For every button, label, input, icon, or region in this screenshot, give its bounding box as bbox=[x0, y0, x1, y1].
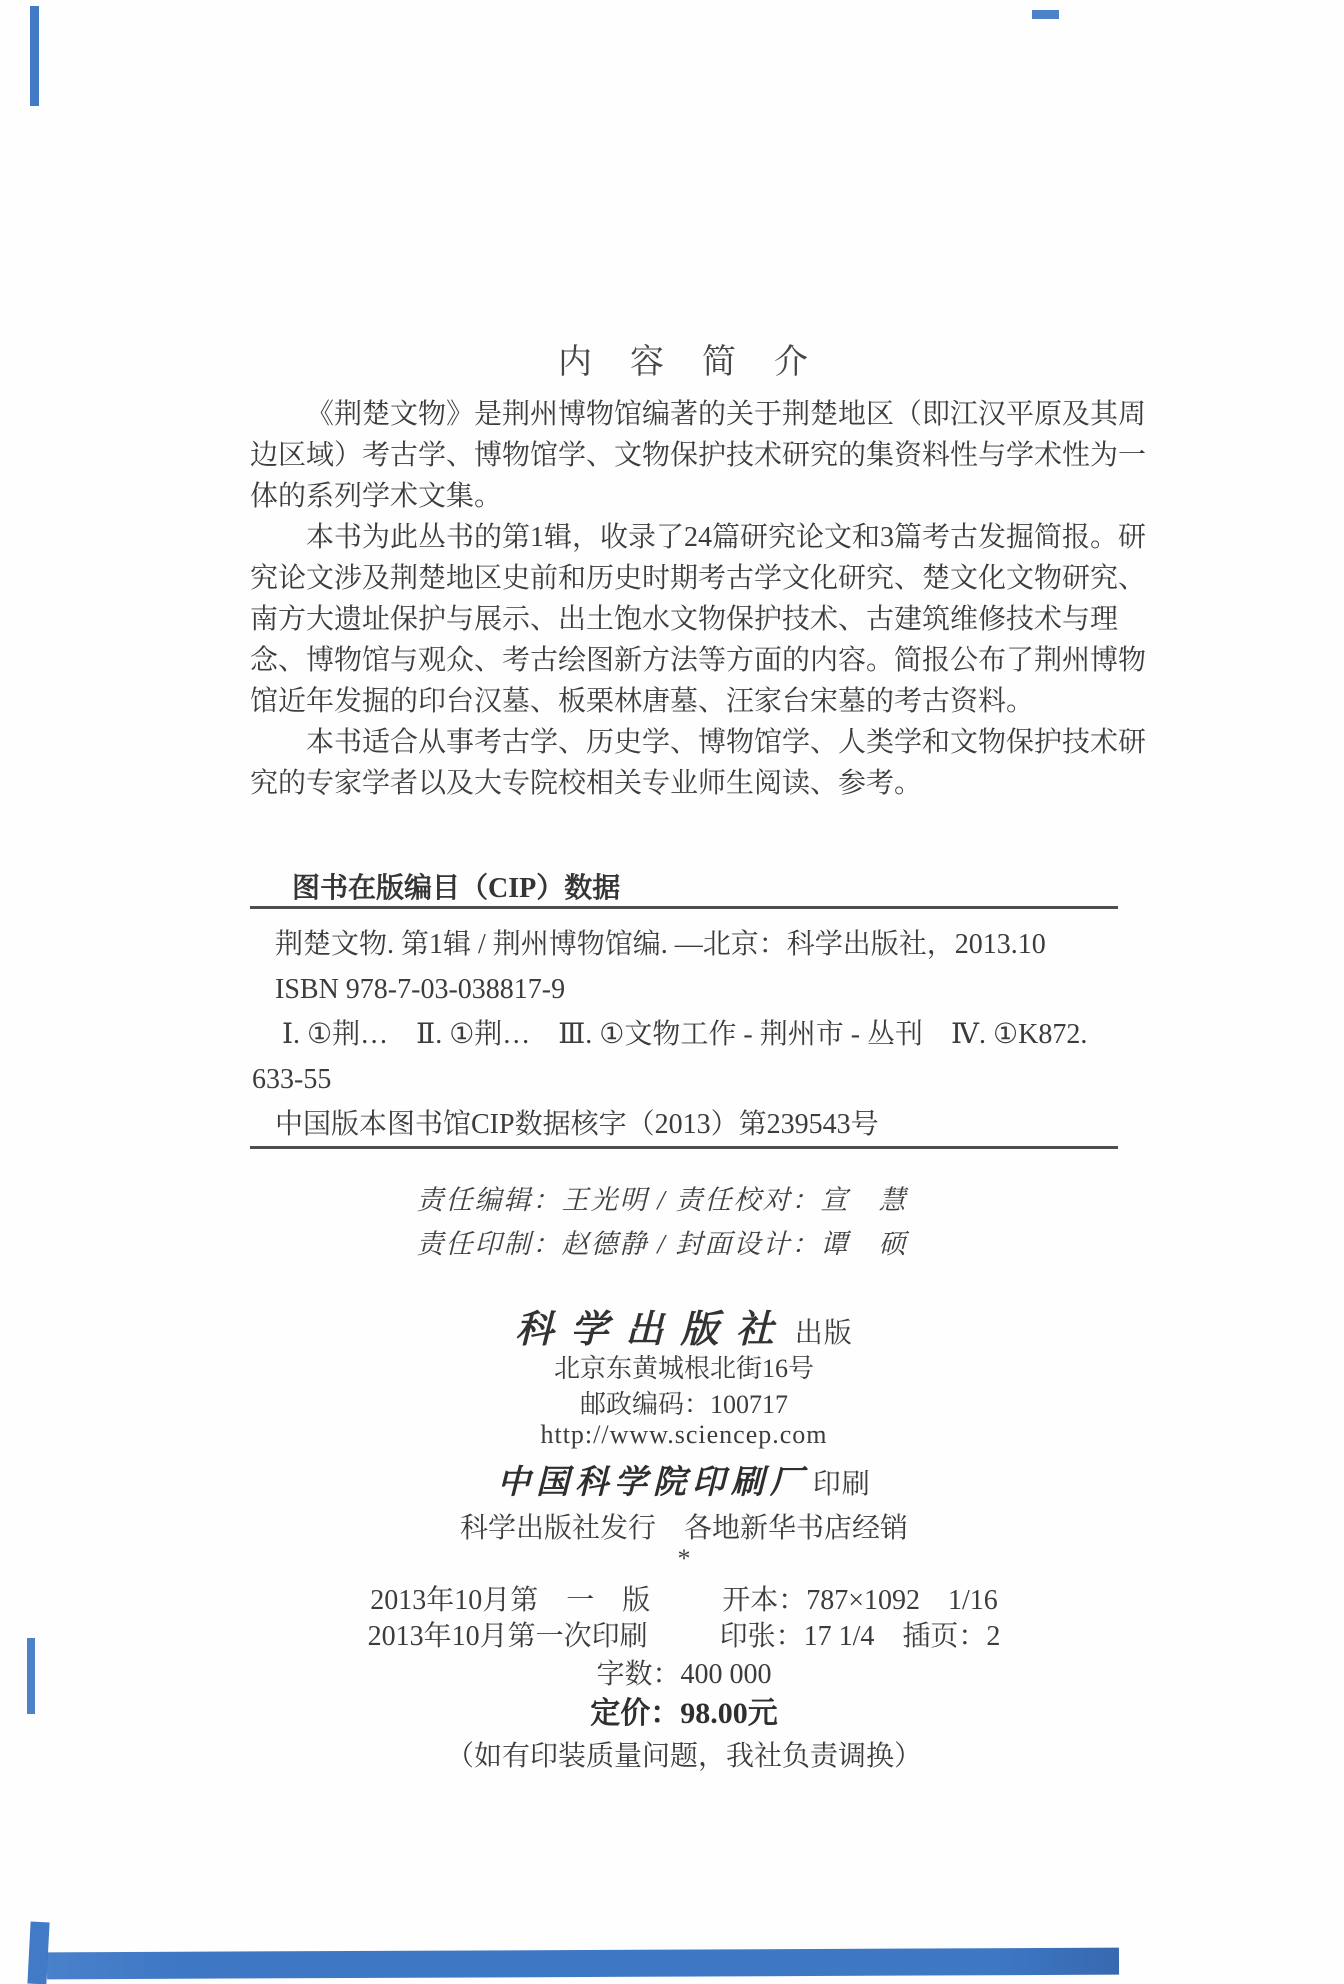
printer-line bbox=[250, 1456, 1118, 1503]
cip-title-line: 荆楚文物. 第1辑 / 荆州博物馆编. —北京：科学出版社，2013.10 bbox=[275, 929, 1046, 960]
printer-logotype: 中国科学院印刷厂 bbox=[497, 1465, 809, 1501]
cip-heading: 图书在版编目（CIP）数据 bbox=[292, 873, 621, 904]
cip-registry-number: 中国版本图书馆CIP数据核字（2013）第239543号 bbox=[275, 1109, 879, 1140]
staff-credits bbox=[250, 1178, 1074, 1266]
cip-data-block bbox=[250, 922, 1118, 1147]
distribution-line: 科学出版社发行 各地新华书店经销 bbox=[459, 1513, 908, 1544]
sheets-inserts: 印张：17 1/4 插页：2 bbox=[719, 1621, 1001, 1652]
intro-line: 馆近年发掘的印台汉墓、板栗林唐墓、汪家台宋墓的考古资料。 bbox=[250, 686, 1035, 717]
divider-rule-top bbox=[250, 906, 1118, 909]
separator-asterisk: * bbox=[677, 1544, 691, 1573]
page-title: 内 容 简 介 bbox=[558, 344, 810, 381]
scan-artifact-top-dash bbox=[1032, 10, 1059, 19]
publisher-line bbox=[250, 1298, 1118, 1353]
printer-label: 印刷 bbox=[812, 1469, 871, 1500]
divider-rule-bottom bbox=[250, 1146, 1118, 1149]
scan-artifact-left-mid bbox=[27, 1638, 35, 1714]
scan-artifact-bottom-strip bbox=[47, 1948, 1119, 1980]
scan-artifact-left-top bbox=[30, 6, 39, 106]
intro-line: 本书适合从事考古学、历史学、博物馆学、人类学和文物保护技术研 bbox=[306, 727, 1147, 758]
intro-line: 南方大遗址保护与展示、出土饱水文物保护技术、古建筑维修技术与理 bbox=[250, 604, 1119, 635]
quality-notice: （如有印装质量问题，我社负责调换） bbox=[445, 1741, 922, 1772]
intro-line: 究论文涉及荆楚地区史前和历史时期考古学文化研究、楚文化文物研究、 bbox=[250, 563, 1147, 594]
intro-line: 《荆楚文物》是荆州博物馆编著的关于荆楚地区（即江汉平原及其周 bbox=[306, 399, 1147, 430]
intro-line: 本书为此丛书的第1辑，收录了24篇研究论文和3篇考古发掘简报。研 bbox=[306, 522, 1147, 553]
staff-printing-line: 责任印制：赵德静 / 封面设计：谭 硕 bbox=[416, 1229, 908, 1259]
publisher-logotype: 科学出版社 bbox=[515, 1309, 791, 1351]
publisher-postal-code: 邮政编码：100717 bbox=[579, 1390, 788, 1419]
intro-line: 究的专家学者以及大专院校相关专业师生阅读、参考。 bbox=[250, 768, 923, 799]
cip-classification-cont: 633-55 bbox=[252, 1064, 332, 1095]
intro-line: 体的系列学术文集。 bbox=[250, 481, 503, 512]
cip-classification: Ⅰ. ①荆… Ⅱ. ①荆… Ⅲ. ①文物工作 - 荆州市 - 丛刊 Ⅳ. ①K872. bbox=[282, 1019, 1088, 1050]
edition-date: 2013年10月第 一 版 bbox=[370, 1585, 651, 1616]
printrun-row-impression bbox=[250, 1614, 1118, 1654]
printrun-row-edition bbox=[250, 1578, 1118, 1618]
publisher-address: 北京东黄城根北街16号 bbox=[553, 1354, 814, 1383]
cip-isbn: ISBN 978-7-03-038817-9 bbox=[275, 974, 566, 1005]
book-format: 开本：787×1092 1/16 bbox=[722, 1585, 998, 1616]
publisher-url: http://www.sciencep.com bbox=[540, 1420, 828, 1449]
word-count: 字数：400 000 bbox=[596, 1659, 772, 1690]
staff-editors-line: 责任编辑：王光明 / 责任校对：宣 慧 bbox=[416, 1185, 908, 1215]
publish-label: 出版 bbox=[794, 1318, 853, 1349]
price: 定价：98.00元 bbox=[590, 1697, 778, 1730]
intro-line: 边区域）考古学、博物馆学、文物保护技术研究的集资料性与学术性为一 bbox=[250, 440, 1147, 471]
impression-date: 2013年10月第一次印刷 bbox=[367, 1621, 648, 1652]
intro-line: 念、博物馆与观众、考古绘图新方法等方面的内容。简报公布了荆州博物 bbox=[250, 645, 1147, 676]
intro-paragraphs bbox=[250, 394, 1147, 804]
